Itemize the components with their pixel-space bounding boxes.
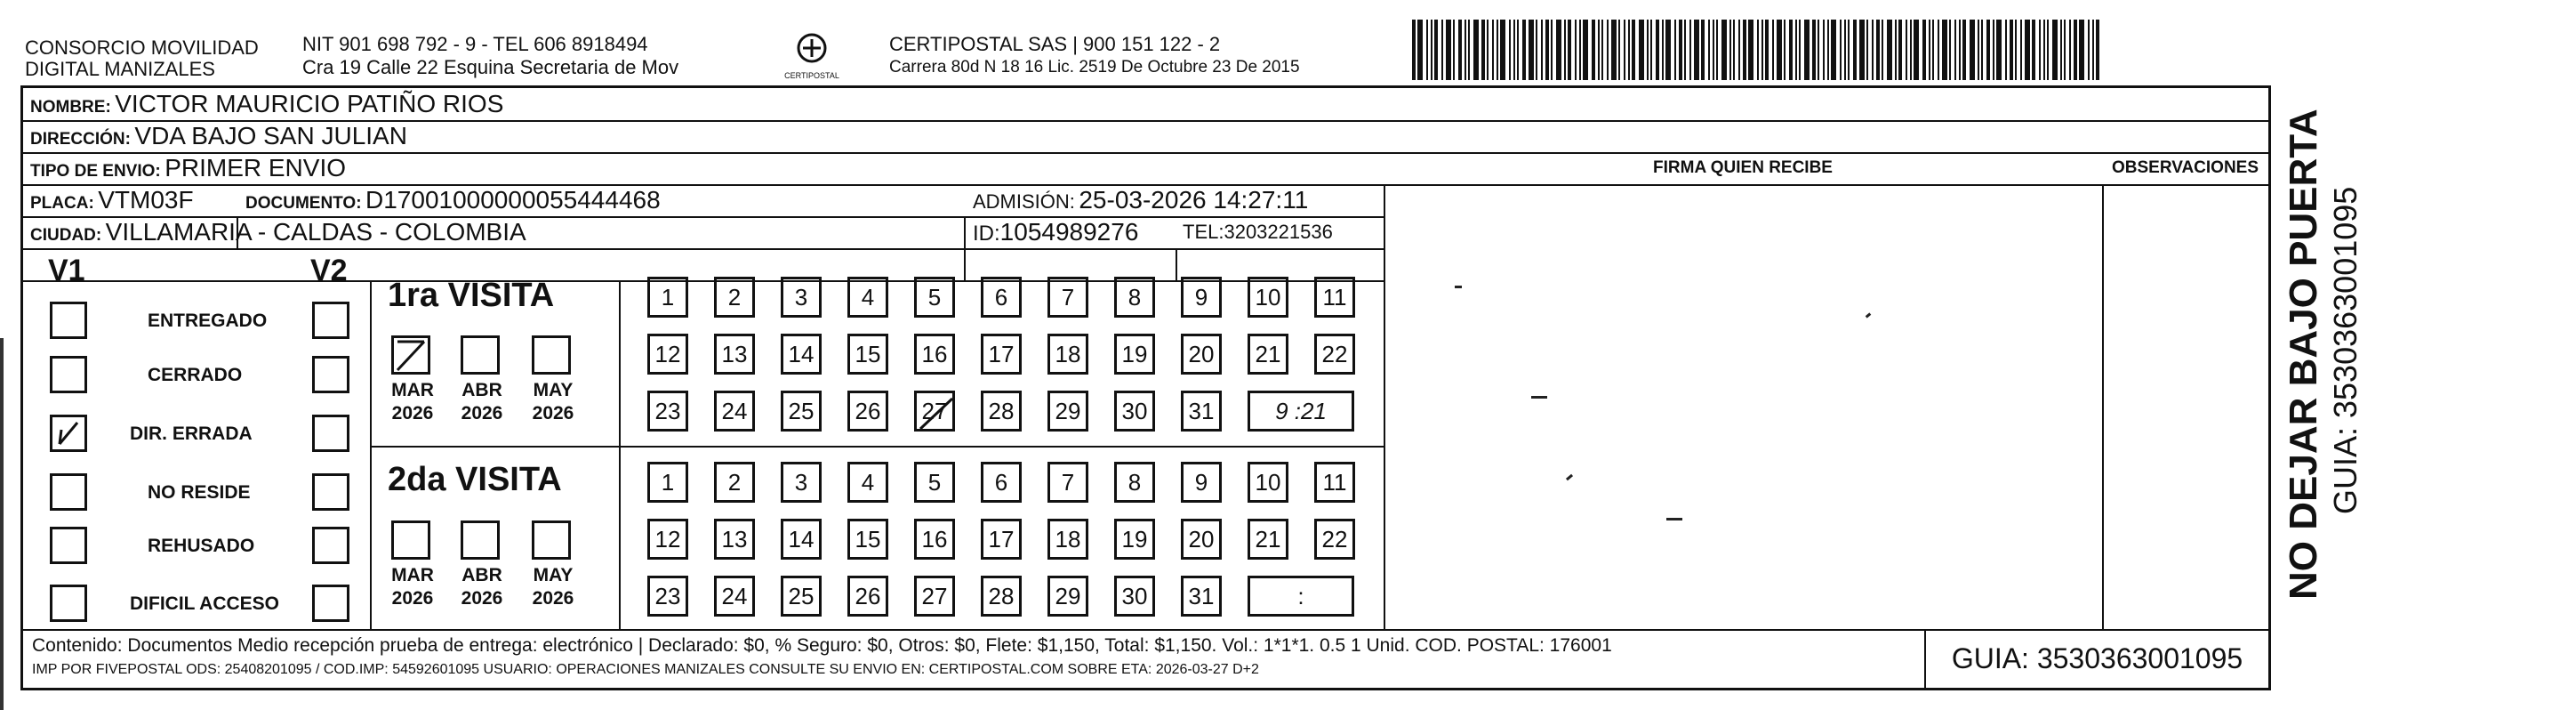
barcode-bar xyxy=(1876,20,1880,80)
barcode-bar xyxy=(2092,20,2094,80)
scan-mark xyxy=(1455,286,1462,288)
day-box[interactable]: 25 xyxy=(781,576,822,617)
barcode-bar xyxy=(1748,20,1753,80)
status-option-label: CERRADO xyxy=(148,365,243,385)
barcode-bar xyxy=(1996,20,2002,80)
barcode-bar xyxy=(1827,20,1829,80)
observaciones-label: OBSERVACIONES xyxy=(2111,158,2259,177)
barcode-bar xyxy=(1872,20,1874,80)
barcode-bar xyxy=(1551,20,1553,80)
v1-checkbox[interactable] xyxy=(50,527,87,564)
month-checkbox[interactable] xyxy=(532,335,571,375)
documento-cell xyxy=(245,184,661,221)
day-box[interactable]: 11 xyxy=(1314,462,1355,503)
barcode-bar xyxy=(1598,20,1600,80)
day-box[interactable]: 6 xyxy=(981,277,1022,318)
day-box[interactable]: 28 xyxy=(981,576,1022,617)
barcode-bar xyxy=(1628,20,1630,80)
barcode-bar xyxy=(1458,20,1462,80)
barcode-bar xyxy=(2015,20,2017,80)
barcode-bar xyxy=(1840,20,1842,80)
day-box[interactable]: 9 xyxy=(1181,277,1222,318)
barcode-bar xyxy=(1500,20,1505,80)
barcode-bar xyxy=(1497,20,1498,80)
barcode-bar xyxy=(1738,20,1740,80)
barcode-bar xyxy=(2047,20,2049,80)
barcode-bar xyxy=(1910,20,1912,80)
barcode-bar xyxy=(1716,20,1718,80)
barcode-bar xyxy=(1522,20,1526,80)
barcode-bar xyxy=(2052,20,2058,80)
v2-checkbox[interactable] xyxy=(312,302,349,339)
company-name-line2: DIGITAL MANIZALES xyxy=(25,58,215,80)
day-box[interactable]: 10 xyxy=(1248,462,1288,503)
barcode-bar xyxy=(1757,20,1759,80)
barcode-bar xyxy=(1708,20,1710,80)
barcode-bar xyxy=(1529,20,1534,80)
day-box[interactable]: 14 xyxy=(781,519,822,560)
barcode-bar xyxy=(1541,20,1543,80)
barcode-bar xyxy=(1784,20,1786,80)
tipo-envio-row xyxy=(30,152,346,189)
barcode-bar xyxy=(1453,20,1455,80)
month-label: MAR xyxy=(391,565,434,585)
barcode-bar xyxy=(1689,20,1691,80)
status-option-label: ENTREGADO xyxy=(148,311,268,331)
barcode-bar xyxy=(1662,20,1664,80)
day-box[interactable]: 13 xyxy=(714,334,755,375)
id-label: ID: xyxy=(973,222,1000,246)
day-box[interactable]: 16 xyxy=(914,334,955,375)
day-box[interactable]: 8 xyxy=(1114,277,1155,318)
admision-label: ADMISIÓN: xyxy=(973,190,1075,213)
day-box[interactable]: 20 xyxy=(1181,519,1222,560)
day-box[interactable]: 5 xyxy=(914,462,955,503)
day-box[interactable]: 18 xyxy=(1047,519,1088,560)
barcode-bar xyxy=(1962,20,1966,80)
ciudad-value: VILLAMARIA - CALDAS - COLOMBIA xyxy=(105,218,526,246)
barcode-bar xyxy=(1761,20,1763,80)
ciudad-cell xyxy=(30,216,526,253)
month-checkbox[interactable] xyxy=(461,520,500,560)
barcode-bar xyxy=(1898,20,1902,80)
barcode-bar xyxy=(1853,20,1857,80)
no-dejar-bajo-puerta-label: NO DEJAR BAJO PUERTA xyxy=(2282,109,2325,600)
barcode-bar xyxy=(1426,20,1428,80)
barcode-bar xyxy=(1446,20,1451,80)
barcode-bar xyxy=(1647,20,1649,80)
certipostal-logo xyxy=(781,30,843,80)
barcode-bar xyxy=(1713,20,1714,80)
placa-label: PLACA: xyxy=(30,194,94,213)
day-box[interactable]: 28 xyxy=(981,391,1022,432)
barcode-bar xyxy=(1895,20,1897,80)
day-box[interactable]: 25 xyxy=(781,391,822,432)
day-box[interactable]: 1 xyxy=(647,277,688,318)
barcode-bar xyxy=(1468,20,1470,80)
admision-value: 25-03-2026 14:27:11 xyxy=(1079,186,1309,214)
nombre-row xyxy=(30,88,503,125)
barcode-bar xyxy=(1818,20,1819,80)
day-box[interactable]: 22 xyxy=(1314,334,1355,375)
month-year-label: 2026 xyxy=(461,403,503,424)
barcode-bar xyxy=(2069,20,2071,80)
barcode-bar xyxy=(2088,20,2090,80)
month-label: MAY xyxy=(533,565,574,585)
barcode-bar xyxy=(1804,20,1810,80)
barcode-bar xyxy=(1938,20,1939,80)
barcode-bar xyxy=(2074,20,2077,80)
barcode-bar xyxy=(1848,20,1850,80)
id-cell xyxy=(973,216,1138,253)
barcode-bar xyxy=(1799,20,1801,80)
scan-mark xyxy=(1866,312,1872,318)
documento-label: DOCUMENTO: xyxy=(245,194,362,213)
barcode-bar xyxy=(1954,20,1956,80)
month-checkbox[interactable] xyxy=(391,520,430,560)
day-box[interactable]: 31 xyxy=(1181,391,1222,432)
day-box[interactable]: 3 xyxy=(781,277,822,318)
tel-value: 3203221536 xyxy=(1224,221,1333,243)
barcode-bar xyxy=(1795,20,1797,80)
tipo-envio-value: PRIMER ENVIO xyxy=(165,154,347,182)
second-visit-label: 2da VISITA xyxy=(388,461,562,498)
direccion-label: DIRECCIÓN: xyxy=(30,130,131,149)
barcode-bar xyxy=(2020,20,2022,80)
barcode-bar xyxy=(1959,20,1961,80)
month-year-label: 2026 xyxy=(532,403,574,424)
day-box[interactable]: 11 xyxy=(1314,277,1355,318)
barcode-bar xyxy=(1656,20,1659,80)
guia-vertical: GUIA: 3530363001095 xyxy=(2327,186,2363,514)
month-label: MAY xyxy=(533,380,574,400)
barcode-bar xyxy=(2032,20,2035,80)
barcode-bar xyxy=(1674,20,1676,80)
guia-footer: GUIA: 3530363001095 xyxy=(1951,642,2243,674)
barcode-bar xyxy=(1743,20,1746,80)
company-address: Cra 19 Calle 22 Esquina Secretaria de Mov xyxy=(302,56,679,78)
day-box[interactable]: 2 xyxy=(714,277,755,318)
barcode-bar xyxy=(1650,20,1652,80)
day-box[interactable]: 2 xyxy=(714,462,755,503)
month-checkbox[interactable] xyxy=(391,335,430,375)
day-box[interactable]: 24 xyxy=(714,391,755,432)
barcode-bar xyxy=(1601,20,1603,80)
company-nit: NIT 901 698 792 - 9 - TEL 606 8918494 xyxy=(302,33,648,55)
documento-value: D17001000000055444468 xyxy=(365,186,661,214)
day-box[interactable]: 30 xyxy=(1114,391,1155,432)
barcode-bar xyxy=(1929,20,1930,80)
barcode-bar xyxy=(1906,20,1907,80)
v1-checkbox[interactable] xyxy=(50,415,87,452)
barcode-bar xyxy=(1618,20,1620,80)
barcode-bar xyxy=(1859,20,1865,80)
day-box[interactable]: 15 xyxy=(847,519,888,560)
barcode-bar xyxy=(1882,20,1883,80)
day-box[interactable]: 21 xyxy=(1248,334,1288,375)
barcode-bar xyxy=(1568,20,1571,80)
day-box[interactable]: 22 xyxy=(1314,519,1355,560)
barcode-bar xyxy=(1624,20,1625,80)
day-box[interactable]: 16 xyxy=(914,519,955,560)
v2-label: V2 xyxy=(310,254,348,287)
barcode-bar xyxy=(1465,20,1466,80)
barcode-bar xyxy=(1481,20,1485,80)
day-box[interactable]: 23 xyxy=(647,391,688,432)
day-box[interactable]: 27 xyxy=(914,391,955,432)
barcode-bar xyxy=(1556,20,1561,80)
barcode-bar xyxy=(1417,20,1423,80)
day-box[interactable]: 18 xyxy=(1047,334,1088,375)
day-box[interactable]: 6 xyxy=(981,462,1022,503)
day-box[interactable]: 14 xyxy=(781,334,822,375)
barcode-bar xyxy=(1772,20,1774,80)
barcode-bar xyxy=(1932,20,1934,80)
barcode-bar xyxy=(1473,20,1479,80)
month-checkbox[interactable] xyxy=(461,335,500,375)
barcode-bar xyxy=(1441,20,1443,80)
ciudad-label: CIUDAD: xyxy=(30,226,102,245)
barcode-bar xyxy=(1701,20,1705,80)
barcode-bar xyxy=(1607,20,1609,80)
status-option-label: NO RESIDE xyxy=(148,482,251,503)
barcode-bar xyxy=(1639,20,1644,80)
day-box[interactable]: 17 xyxy=(981,519,1022,560)
day-box[interactable]: 1 xyxy=(647,462,688,503)
barcode-bar xyxy=(2064,20,2066,80)
month-year-label: 2026 xyxy=(391,588,434,609)
strike-mark-icon xyxy=(917,393,958,434)
barcode-bar xyxy=(1789,20,1793,80)
carrier-address: Carrera 80d N 18 16 Lic. 2519 De Octubre 23 De 2015 xyxy=(889,58,1300,77)
day-box[interactable]: 24 xyxy=(714,576,755,617)
barcode-bar xyxy=(1942,20,1947,80)
barcode-bar xyxy=(1536,20,1537,80)
barcode-bar xyxy=(1575,20,1577,80)
logo-icon xyxy=(781,30,843,66)
barcode-bar xyxy=(1777,20,1782,80)
barcode-bar xyxy=(2005,20,2007,80)
barcode-bar xyxy=(1765,20,1769,80)
visit-time-box[interactable]: : xyxy=(1248,576,1354,617)
first-visit-label: 1ra VISITA xyxy=(388,277,555,314)
contenido-text: Contenido: Documentos Medio recepción prueba de entrega: electrónico | Declarado: $0, % Seguro: $0, Otros: $0, Flete: $1,150, Total: $1,150. Vol.: 1*1*1. 0.5 1 Unid. COD. POSTAL: 176001 xyxy=(32,635,1612,656)
status-option-label: DIFICIL ACCESO xyxy=(130,593,280,614)
barcode-bar xyxy=(1679,20,1682,80)
barcode-bar xyxy=(1592,20,1595,80)
visit-time-box[interactable]: 9 :21 xyxy=(1248,391,1354,432)
v1-label: V1 xyxy=(48,254,85,287)
barcode-bar xyxy=(1949,20,1951,80)
barcode-bar xyxy=(1970,20,1975,80)
barcode-bar xyxy=(2043,20,2045,80)
barcode-bar xyxy=(1993,20,1994,80)
check-mark-icon xyxy=(52,417,84,449)
barcode-bar xyxy=(1509,20,1511,80)
barcode-bar xyxy=(1844,20,1846,80)
day-box[interactable]: 20 xyxy=(1181,334,1222,375)
day-box[interactable]: 26 xyxy=(847,576,888,617)
imp-text: IMP POR FIVEPOSTAL ODS: 25408201095 / COD.IMP: 54592601095 USUARIO: OPERACIONES MANIZALES CONSULTE SU ENVIO EN: CERTIPOSTAL.COM SOBRE ETA: 2026-03-27 D+2 xyxy=(32,662,1259,677)
barcode-bar xyxy=(2025,20,2030,80)
month-label: ABR xyxy=(461,565,502,585)
barcode-bar xyxy=(2079,20,2084,80)
id-value: 1054989276 xyxy=(999,218,1139,246)
barcode-bar xyxy=(1729,20,1731,80)
barcode-bar xyxy=(1914,20,1919,80)
day-box[interactable]: 4 xyxy=(847,462,888,503)
admision-cell xyxy=(973,184,1308,221)
barcode-bar xyxy=(1981,20,1983,80)
barcode-bar xyxy=(1583,20,1588,80)
tipo-envio-label: TIPO DE ENVIO: xyxy=(30,162,161,181)
placa-value: VTM03F xyxy=(98,186,194,214)
barcode-bar xyxy=(1611,20,1617,80)
status-option-label: DIR. ERRADA xyxy=(130,424,253,444)
barcode-bar xyxy=(1986,20,1990,80)
firma-label: FIRMA QUIEN RECIBE xyxy=(1653,158,1833,177)
tel-label: TEL: xyxy=(1183,221,1224,243)
barcode-bar xyxy=(1684,20,1686,80)
barcode-bar xyxy=(2010,20,2013,80)
month-year-label: 2026 xyxy=(391,403,434,424)
v2-checkbox[interactable] xyxy=(312,356,349,393)
v1-checkbox[interactable] xyxy=(50,356,87,393)
status-option-label: REHUSADO xyxy=(148,536,255,556)
month-label: MAR xyxy=(391,380,434,400)
placa-cell xyxy=(30,184,194,221)
day-box[interactable]: 19 xyxy=(1114,334,1155,375)
day-box[interactable]: 3 xyxy=(781,462,822,503)
barcode-bar xyxy=(1866,20,1868,80)
day-box[interactable]: 12 xyxy=(647,334,688,375)
barcode-bar xyxy=(1517,20,1519,80)
barcode-bar xyxy=(1632,20,1635,80)
v2-checkbox[interactable] xyxy=(312,415,349,452)
check-mark-icon xyxy=(394,338,429,374)
day-box[interactable]: 31 xyxy=(1181,576,1222,617)
month-year-label: 2026 xyxy=(461,588,503,609)
barcode-bar xyxy=(1823,20,1825,80)
day-box[interactable]: 7 xyxy=(1047,277,1088,318)
day-box[interactable]: 26 xyxy=(847,391,888,432)
barcode-bar xyxy=(1564,20,1566,80)
barcode-bar xyxy=(1412,20,1416,80)
day-box[interactable]: 30 xyxy=(1114,576,1155,617)
scan-mark xyxy=(1531,396,1547,399)
scan-mark xyxy=(1566,474,1573,480)
day-box[interactable]: 8 xyxy=(1114,462,1155,503)
day-box[interactable]: 10 xyxy=(1248,277,1288,318)
v2-checkbox[interactable] xyxy=(312,473,349,511)
barcode-bar xyxy=(2039,20,2041,80)
v1-checkbox[interactable] xyxy=(50,302,87,339)
barcode-bar xyxy=(1812,20,1816,80)
day-box[interactable]: 9 xyxy=(1181,462,1222,503)
day-box[interactable]: 19 xyxy=(1114,519,1155,560)
v1-checkbox[interactable] xyxy=(50,585,87,622)
day-box[interactable]: 12 xyxy=(647,519,688,560)
barcode-bar xyxy=(1545,20,1549,80)
month-checkbox[interactable] xyxy=(532,520,571,560)
v2-checkbox[interactable] xyxy=(312,585,349,622)
month-label: ABR xyxy=(461,380,502,400)
carrier-name: CERTIPOSTAL SAS | 900 151 122 - 2 xyxy=(889,33,1221,55)
barcode-bar xyxy=(1978,20,1979,80)
barcode-bar xyxy=(2060,20,2062,80)
barcode-bar xyxy=(1887,20,1892,80)
scan-edge xyxy=(0,338,4,710)
barcode-bar xyxy=(1434,20,1438,80)
barcode-bar xyxy=(1922,20,1926,80)
barcode-bar xyxy=(1694,20,1699,80)
day-box[interactable]: 23 xyxy=(647,576,688,617)
day-box[interactable]: 17 xyxy=(981,334,1022,375)
barcode-bar xyxy=(1431,20,1432,80)
barcode-bar xyxy=(1831,20,1836,80)
barcode-bar xyxy=(1721,20,1727,80)
barcode-bar xyxy=(1733,20,1735,80)
delivery-form xyxy=(20,85,2271,690)
company-name-line1: CONSORCIO MOVILIDAD xyxy=(25,36,259,59)
day-box[interactable]: 13 xyxy=(714,519,755,560)
day-box[interactable]: 29 xyxy=(1047,576,1088,617)
day-box[interactable]: 27 xyxy=(914,576,955,617)
barcode-bar xyxy=(1487,20,1489,80)
tel-cell xyxy=(1183,216,1333,251)
barcode-bar xyxy=(1579,20,1581,80)
direccion-row xyxy=(30,120,407,157)
day-box[interactable]: 15 xyxy=(847,334,888,375)
v2-checkbox[interactable] xyxy=(312,527,349,564)
day-box[interactable]: 21 xyxy=(1248,519,1288,560)
day-box[interactable]: 29 xyxy=(1047,391,1088,432)
day-box[interactable]: 5 xyxy=(914,277,955,318)
barcode-bar xyxy=(1513,20,1515,80)
day-box[interactable]: 7 xyxy=(1047,462,1088,503)
direccion-value: VDA BAJO SAN JULIAN xyxy=(134,122,407,149)
nombre-value: VICTOR MAURICIO PATIÑO RIOS xyxy=(115,90,504,117)
logo-text: CERTIPOSTAL xyxy=(784,71,839,80)
barcode-bar xyxy=(1665,20,1671,80)
day-box[interactable]: 4 xyxy=(847,277,888,318)
month-year-label: 2026 xyxy=(532,588,574,609)
scan-mark xyxy=(1666,518,1682,520)
barcode xyxy=(1412,20,2106,80)
nombre-label: NOMBRE: xyxy=(30,98,111,117)
v1-checkbox[interactable] xyxy=(50,473,87,511)
barcode-bar xyxy=(1492,20,1494,80)
barcode-bar xyxy=(2096,20,2099,80)
